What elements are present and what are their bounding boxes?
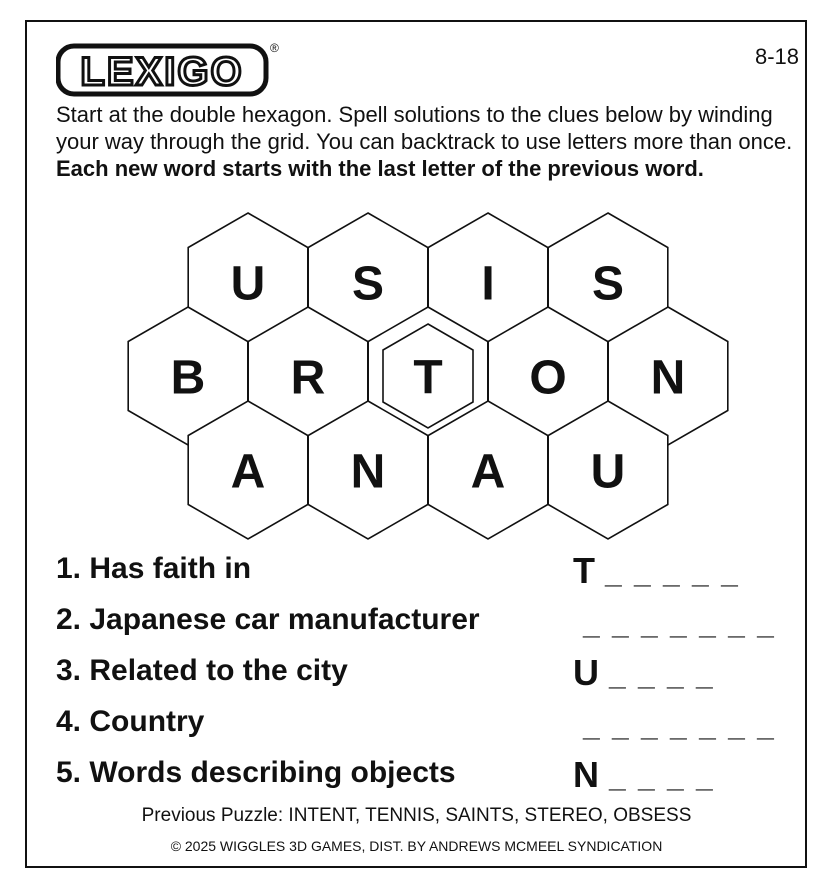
hex-letter: N <box>350 445 386 499</box>
hex-letter: A <box>470 445 506 499</box>
answer-1[interactable] <box>573 550 740 592</box>
clue-text: Has faith in <box>89 552 252 585</box>
hex-letter: S <box>351 257 385 311</box>
answer-blanks[interactable]: _ _ _ _ _ <box>605 557 740 590</box>
clue-4 <box>56 705 204 739</box>
clue-text: Related to the city <box>89 654 348 687</box>
clue-text: Country <box>89 705 205 738</box>
hex-letter: N <box>650 351 686 405</box>
clue-3 <box>56 654 348 688</box>
puzzle-id: 8-18 <box>754 44 799 69</box>
answer-blanks[interactable]: _ _ _ _ _ _ _ <box>583 608 776 641</box>
hex-letter: I <box>481 257 495 311</box>
copyright: © 2025 WIGGLES 3D GAMES, DIST. BY ANDREWS MCMEEL SYNDICATION <box>170 838 663 854</box>
clue-text: Words describing objects <box>89 756 456 789</box>
clue-number: 2. <box>56 603 82 636</box>
hex-letter: B <box>170 351 206 405</box>
answer-3[interactable] <box>573 652 715 694</box>
answer-start-letter: U <box>573 652 599 693</box>
hex-letter: T <box>413 351 443 405</box>
clue-number: 5. <box>56 756 82 789</box>
answer-start-letter: N <box>573 754 599 795</box>
clue-number: 4. <box>56 705 82 738</box>
answer-start-letter: T <box>573 550 595 591</box>
answer-5[interactable] <box>573 754 715 796</box>
registered-mark: ® <box>270 41 279 55</box>
clue-2 <box>56 603 480 637</box>
answer-2[interactable] <box>573 601 776 643</box>
clue-1 <box>56 552 251 586</box>
hex-letter: S <box>591 257 625 311</box>
answer-blanks[interactable]: _ _ _ _ _ _ _ <box>583 710 776 743</box>
hex-letter: A <box>230 445 266 499</box>
answer-4[interactable] <box>573 703 776 745</box>
previous-puzzle: Previous Puzzle: INTENT, TENNIS, SAINTS, STEREO, OBSESS <box>141 805 692 826</box>
answer-blanks[interactable]: _ _ _ _ <box>609 761 715 794</box>
clue-number: 3. <box>56 654 82 687</box>
hex-letter: R <box>290 351 326 405</box>
hex-letter: O <box>529 351 567 405</box>
answer-blanks[interactable]: _ _ _ _ <box>609 659 715 692</box>
instructions-bold-text: Each new word starts with the last letter of the previous word. <box>56 156 704 181</box>
hex-letter: U <box>590 445 626 499</box>
instructions-text: Start at the double hexagon. Spell solutions to the clues below by winding your way through the grid. You can backtrack to use letters more than once. <box>56 102 793 154</box>
clue-number: 1. <box>56 552 82 585</box>
clue-text: Japanese car manufacturer <box>89 603 480 636</box>
logo-text: LEXIGO <box>80 50 244 94</box>
clue-5 <box>56 756 456 790</box>
hex-letter: U <box>230 257 266 311</box>
